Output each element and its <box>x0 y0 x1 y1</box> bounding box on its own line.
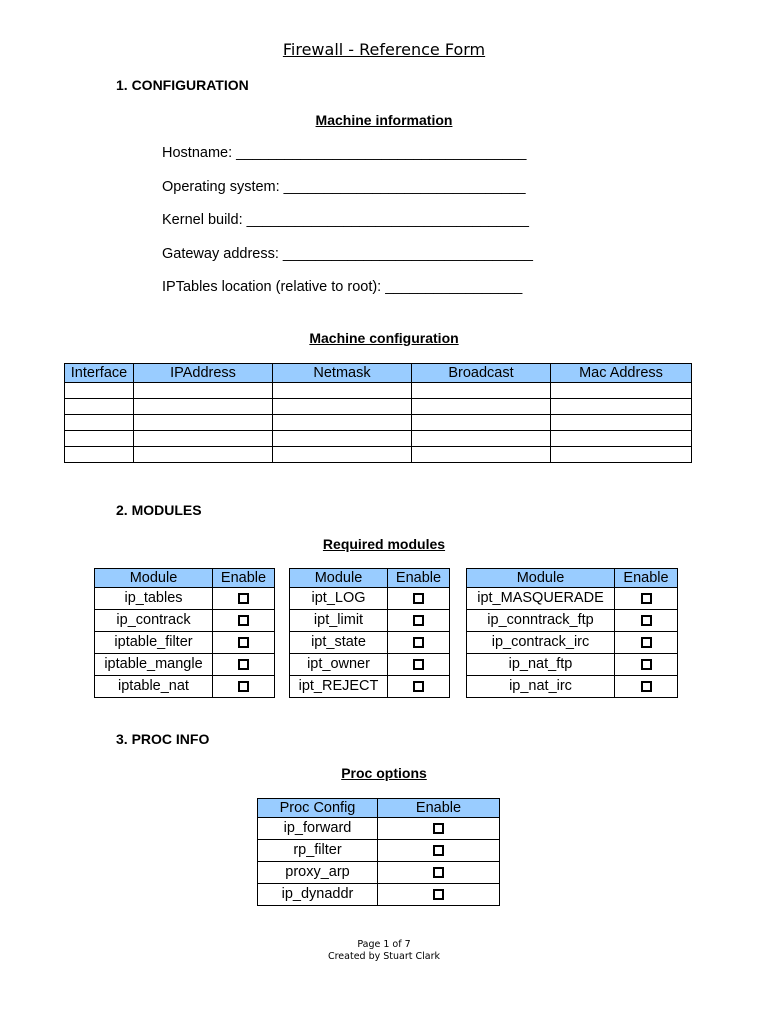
checkbox-icon[interactable] <box>433 889 444 900</box>
hostname-field[interactable]: Hostname: ____________________________________ <box>162 145 527 161</box>
table-cell[interactable] <box>134 415 273 431</box>
checkbox-icon[interactable] <box>433 823 444 834</box>
enable-cell <box>388 654 450 676</box>
enable-cell <box>213 632 275 654</box>
table-cell[interactable] <box>134 383 273 399</box>
enable-cell <box>388 610 450 632</box>
column-header-broadcast: Broadcast <box>412 364 551 383</box>
checkbox-icon[interactable] <box>641 615 652 626</box>
module-name: ip_tables <box>95 588 213 610</box>
enable-cell <box>615 588 678 610</box>
table-cell[interactable] <box>273 447 412 463</box>
table-row <box>290 610 450 632</box>
table-cell[interactable] <box>551 383 692 399</box>
checkbox-icon[interactable] <box>238 615 249 626</box>
table-row <box>467 676 678 698</box>
checkbox-icon[interactable] <box>433 845 444 856</box>
enable-cell <box>213 588 275 610</box>
table-row <box>290 676 450 698</box>
table-cell[interactable] <box>65 431 134 447</box>
table-header-row <box>290 569 450 588</box>
module-name: iptable_nat <box>95 676 213 698</box>
section-modules-heading: 2. MODULES <box>116 502 202 518</box>
column-header-ipaddress: IPAddress <box>134 364 273 383</box>
modules-table-1 <box>94 568 275 698</box>
table-row <box>95 632 275 654</box>
module-name: ipt_owner <box>290 654 388 676</box>
table-cell[interactable] <box>412 383 551 399</box>
checkbox-icon[interactable] <box>413 659 424 670</box>
module-name: ipt_MASQUERADE <box>467 588 615 610</box>
column-header-enable: Enable <box>388 569 450 588</box>
table-row <box>65 399 692 415</box>
table-row <box>290 588 450 610</box>
table-cell[interactable] <box>551 415 692 431</box>
column-header-proc-config: Proc Config <box>258 799 378 818</box>
table-header-row <box>258 799 500 818</box>
table-row <box>95 588 275 610</box>
table-row <box>65 383 692 399</box>
module-name: iptable_filter <box>95 632 213 654</box>
table-cell[interactable] <box>412 431 551 447</box>
table-row <box>258 862 500 884</box>
enable-cell <box>378 818 500 840</box>
table-cell[interactable] <box>273 383 412 399</box>
enable-cell <box>378 840 500 862</box>
module-name: ip_nat_ftp <box>467 654 615 676</box>
enable-cell <box>388 632 450 654</box>
table-cell[interactable] <box>412 415 551 431</box>
column-header-module: Module <box>95 569 213 588</box>
enable-cell <box>213 676 275 698</box>
required-modules-heading: Required modules <box>322 536 446 552</box>
modules-table-3 <box>466 568 678 698</box>
table-cell[interactable] <box>65 383 134 399</box>
table-cell[interactable] <box>412 399 551 415</box>
proc-config-name: rp_filter <box>258 840 378 862</box>
checkbox-icon[interactable] <box>238 593 249 604</box>
module-name: ip_conntrack_ftp <box>467 610 615 632</box>
checkbox-icon[interactable] <box>238 659 249 670</box>
enable-cell <box>615 654 678 676</box>
column-header-enable: Enable <box>378 799 500 818</box>
module-name: ipt_limit <box>290 610 388 632</box>
table-row <box>290 654 450 676</box>
enable-cell <box>378 862 500 884</box>
table-cell[interactable] <box>412 447 551 463</box>
module-name: ip_contrack_irc <box>467 632 615 654</box>
table-cell[interactable] <box>273 431 412 447</box>
checkbox-icon[interactable] <box>641 681 652 692</box>
table-row <box>65 415 692 431</box>
enable-cell <box>615 610 678 632</box>
enable-cell <box>378 884 500 906</box>
operating-system-field[interactable]: Operating system: ______________________________ <box>162 179 526 195</box>
module-name: ipt_state <box>290 632 388 654</box>
page-number: Page 1 of 7 <box>357 939 411 950</box>
checkbox-icon[interactable] <box>413 637 424 648</box>
column-header-enable: Enable <box>615 569 678 588</box>
table-cell[interactable] <box>551 431 692 447</box>
enable-cell <box>615 632 678 654</box>
table-row <box>467 654 678 676</box>
proc-options-table <box>257 798 500 906</box>
proc-options-heading: Proc options <box>341 765 427 781</box>
table-row <box>467 632 678 654</box>
table-row <box>95 610 275 632</box>
enable-cell <box>213 610 275 632</box>
proc-config-name: ip_dynaddr <box>258 884 378 906</box>
section-configuration-heading: 1. CONFIGURATION <box>116 77 249 93</box>
column-header-enable: Enable <box>213 569 275 588</box>
proc-config-name: proxy_arp <box>258 862 378 884</box>
checkbox-icon[interactable] <box>641 593 652 604</box>
enable-cell <box>213 654 275 676</box>
table-cell[interactable] <box>65 415 134 431</box>
table-header-row <box>95 569 275 588</box>
checkbox-icon[interactable] <box>238 637 249 648</box>
enable-cell <box>388 676 450 698</box>
table-row <box>95 676 275 698</box>
table-cell[interactable] <box>65 399 134 415</box>
checkbox-icon[interactable] <box>413 615 424 626</box>
checkbox-icon[interactable] <box>413 681 424 692</box>
author-credit: Created by Stuart Clark <box>327 951 441 962</box>
checkbox-icon[interactable] <box>413 593 424 604</box>
table-cell[interactable] <box>273 399 412 415</box>
table-header-row <box>65 364 692 383</box>
table-row <box>65 447 692 463</box>
column-header-mac-address: Mac Address <box>551 364 692 383</box>
machine-configuration-table <box>64 363 692 463</box>
iptables-location-field[interactable]: IPTables location (relative to root): _________________ <box>162 279 523 295</box>
module-name: ipt_REJECT <box>290 676 388 698</box>
table-row <box>258 840 500 862</box>
table-row <box>258 884 500 906</box>
checkbox-icon[interactable] <box>433 867 444 878</box>
column-header-netmask: Netmask <box>273 364 412 383</box>
checkbox-icon[interactable] <box>641 637 652 648</box>
kernel-build-field[interactable]: Kernel build: ___________________________________ <box>162 212 529 228</box>
module-name: iptable_mangle <box>95 654 213 676</box>
table-cell[interactable] <box>134 447 273 463</box>
gateway-address-field[interactable]: Gateway address: _______________________________ <box>162 246 533 262</box>
checkbox-icon[interactable] <box>641 659 652 670</box>
table-cell[interactable] <box>273 415 412 431</box>
machine-configuration-heading: Machine configuration <box>309 330 459 346</box>
table-row <box>467 588 678 610</box>
table-row <box>95 654 275 676</box>
section-proc-info-heading: 3. PROC INFO <box>116 731 210 747</box>
column-header-interface: Interface <box>65 364 134 383</box>
table-row <box>290 632 450 654</box>
column-header-module: Module <box>467 569 615 588</box>
table-cell[interactable] <box>134 399 273 415</box>
proc-config-name: ip_forward <box>258 818 378 840</box>
module-name: ip_contrack <box>95 610 213 632</box>
document-title: Firewall - Reference Form <box>282 40 486 59</box>
table-cell[interactable] <box>551 447 692 463</box>
checkbox-icon[interactable] <box>238 681 249 692</box>
modules-table-2 <box>289 568 450 698</box>
module-name: ip_nat_irc <box>467 676 615 698</box>
column-header-module: Module <box>290 569 388 588</box>
table-cell[interactable] <box>134 431 273 447</box>
table-cell[interactable] <box>65 447 134 463</box>
enable-cell <box>388 588 450 610</box>
module-name: ipt_LOG <box>290 588 388 610</box>
table-cell[interactable] <box>551 399 692 415</box>
table-row <box>65 431 692 447</box>
machine-information-heading: Machine information <box>315 112 453 128</box>
table-row <box>258 818 500 840</box>
table-header-row <box>467 569 678 588</box>
table-row <box>467 610 678 632</box>
enable-cell <box>615 676 678 698</box>
